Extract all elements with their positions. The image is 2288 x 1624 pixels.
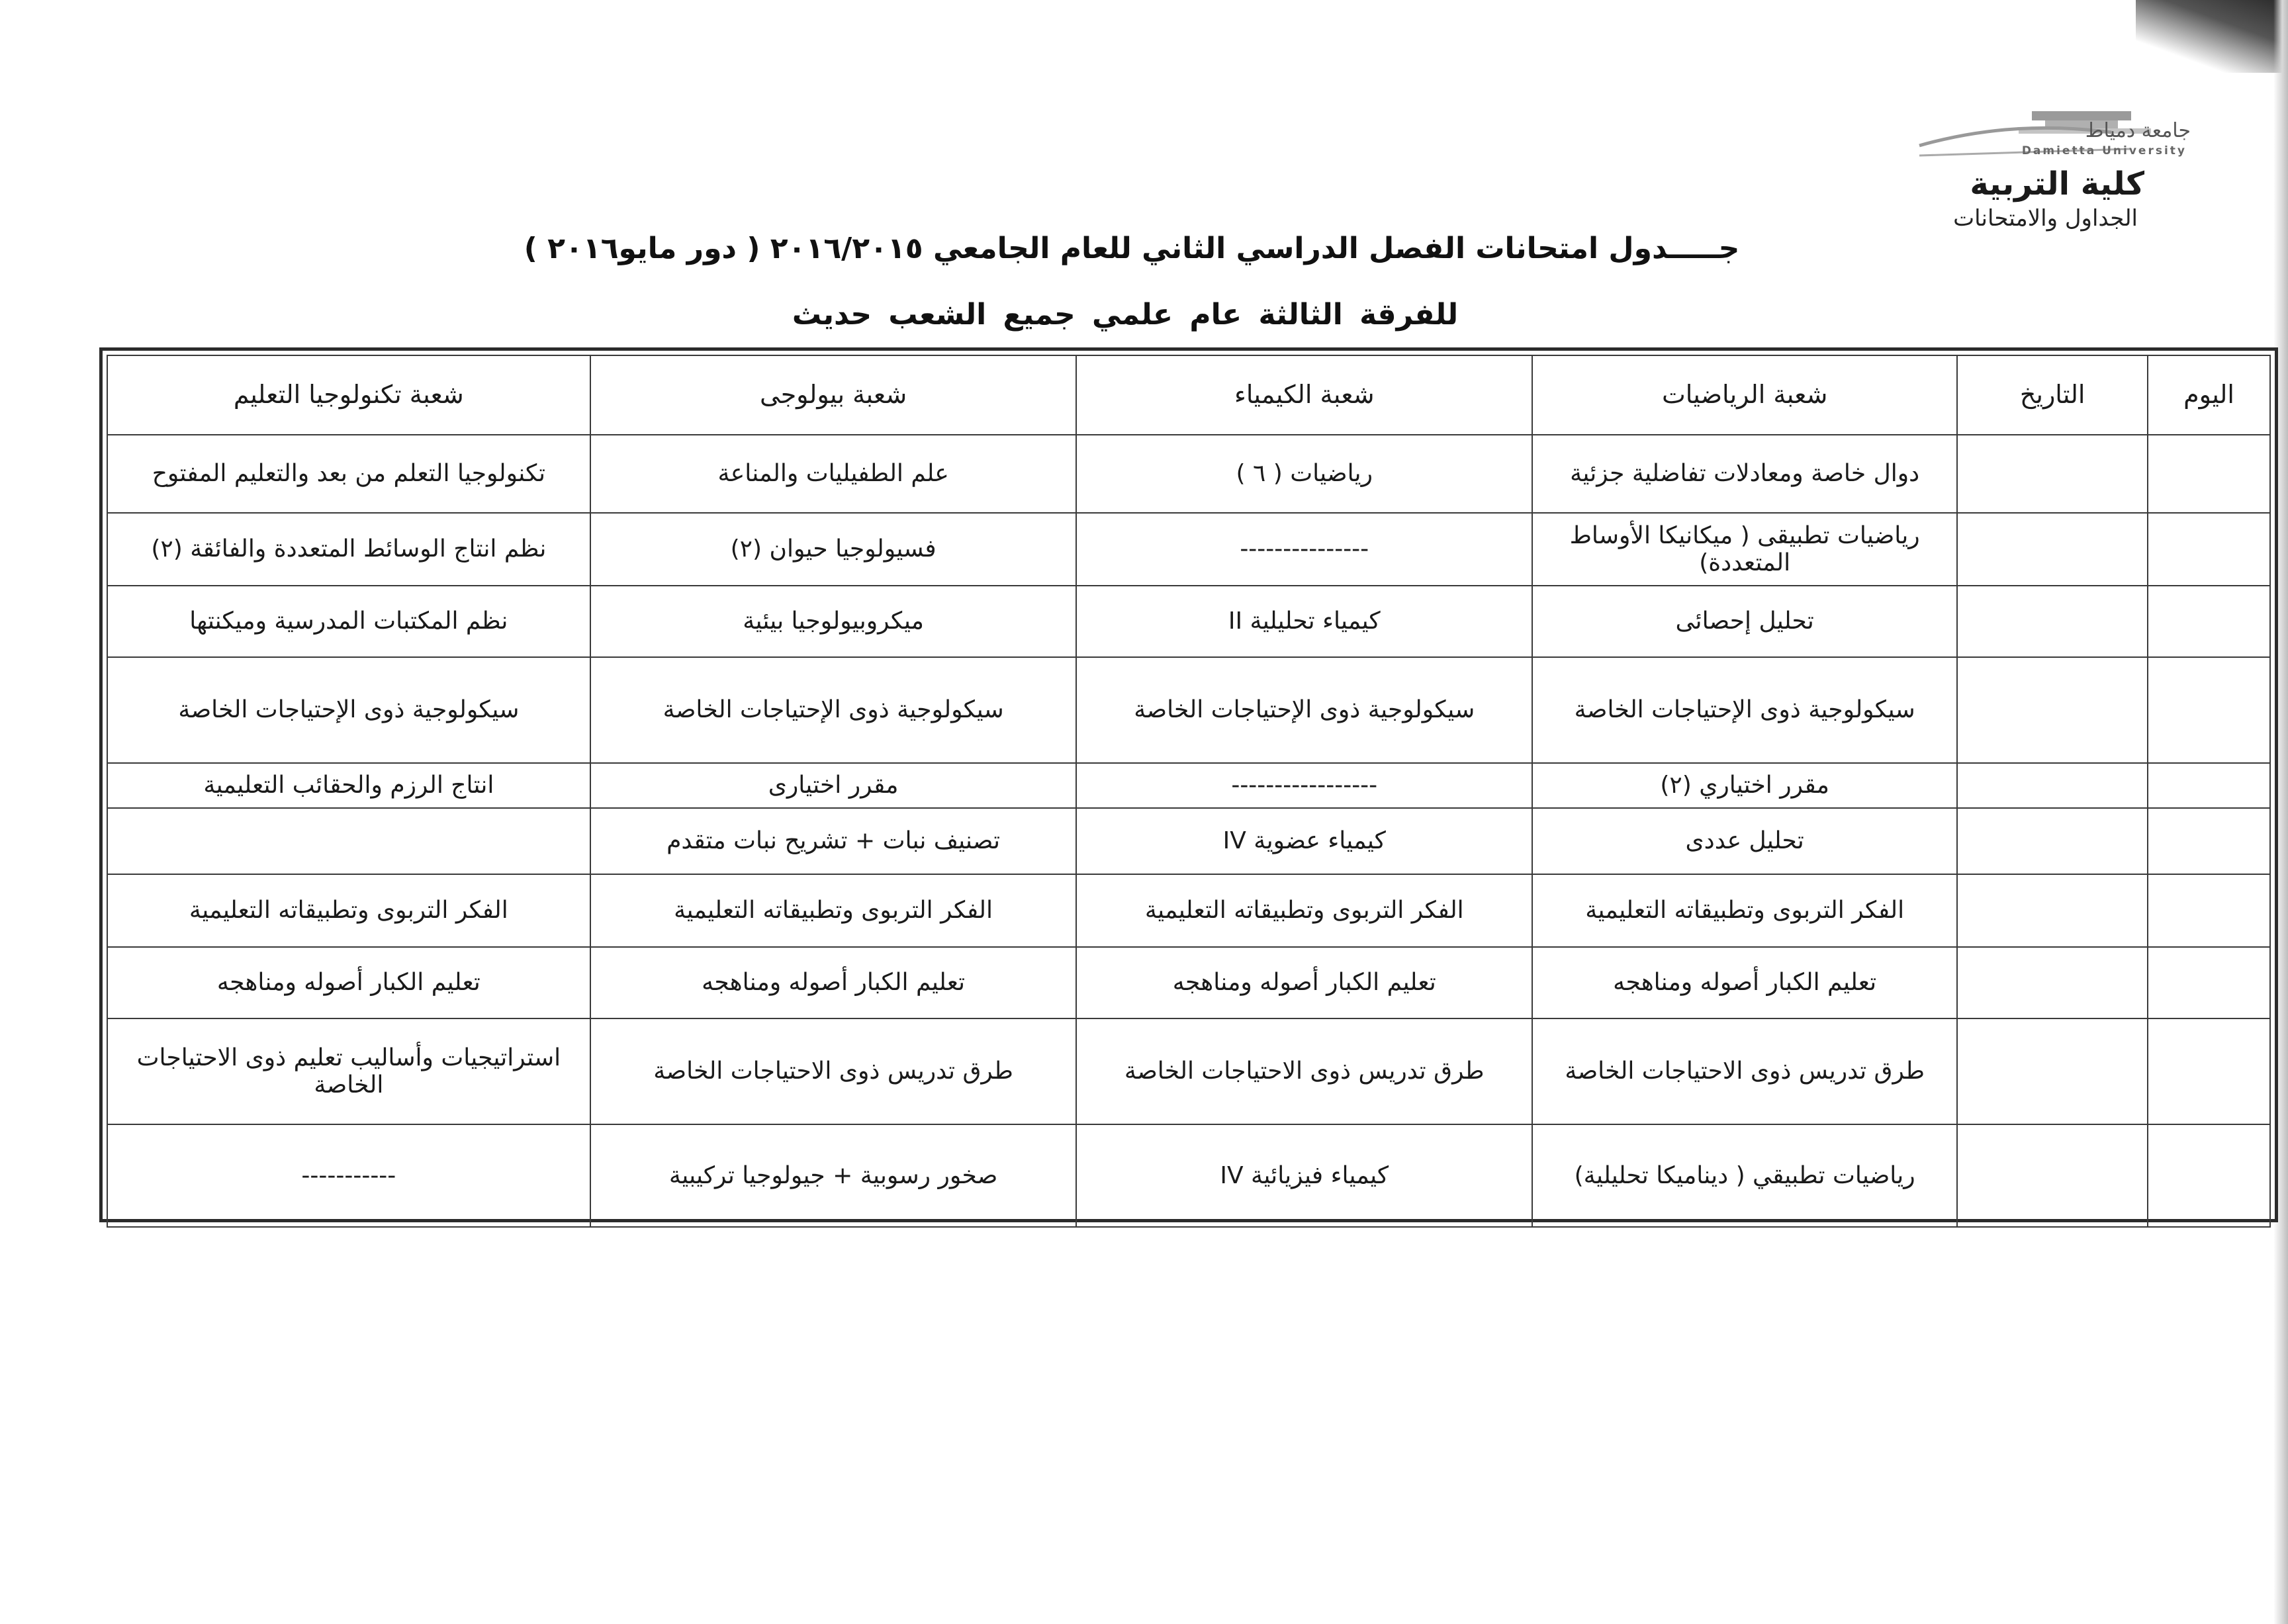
- cell-day: [2148, 435, 2270, 513]
- cell-chemistry: كيمياء عضوية IV: [1076, 808, 1532, 874]
- cell-math: رياضيات تطبيقى ( ميكانيكا الأوساط المتعددة): [1532, 513, 1957, 586]
- cell-date: [1957, 947, 2148, 1018]
- cell-edtech: [107, 808, 590, 874]
- cell-chemistry: الفكر التربوى وتطبيقاته التعليمية: [1076, 874, 1532, 947]
- cell-day: [2148, 657, 2270, 763]
- cell-date: [1957, 808, 2148, 874]
- header-date: التاريخ: [1957, 355, 2148, 435]
- cell-biology: مقرر اختيارى: [590, 763, 1077, 808]
- cell-biology: الفكر التربوى وتطبيقاته التعليمية: [590, 874, 1077, 947]
- cell-math: طرق تدريس ذوى الاحتياجات الخاصة: [1532, 1018, 1957, 1124]
- page-title: جـــــدول امتحانات الفصل الدراسي الثاني للعام الجامعي ٢٠١٦/٢٠١٥ ( دور مايو٢٠١٦ ): [524, 232, 1740, 265]
- cell-edtech: انتاج الرزم والحقائب التعليمية: [107, 763, 590, 808]
- cell-date: [1957, 874, 2148, 947]
- cell-biology: تعليم الكبار أصوله ومناهجه: [590, 947, 1077, 1018]
- cell-biology: طرق تدريس ذوى الاحتياجات الخاصة: [590, 1018, 1077, 1124]
- table-row: [107, 947, 2270, 1018]
- table-row: [107, 1018, 2270, 1124]
- cell-date: [1957, 1124, 2148, 1227]
- logo-arabic-text: جامعة دمياط: [2085, 119, 2191, 142]
- scan-shadow: [2136, 0, 2288, 73]
- cell-biology: تصنيف نبات + تشريح نبات متقدم: [590, 808, 1077, 874]
- faculty-name: كلية التربية: [1970, 165, 2144, 203]
- cell-math: تعليم الكبار أصوله ومناهجه: [1532, 947, 1957, 1018]
- cell-chemistry: كيمياء تحليلية II: [1076, 586, 1532, 657]
- cell-math: مقرر اختياري (٢): [1532, 763, 1957, 808]
- cell-biology: ميكروبيولوجيا بيئية: [590, 586, 1077, 657]
- cell-day: [2148, 513, 2270, 586]
- cell-date: [1957, 657, 2148, 763]
- cell-chemistry: -----------------: [1076, 763, 1532, 808]
- cell-math: الفكر التربوى وتطبيقاته التعليمية: [1532, 874, 1957, 947]
- header-biology: شعبة بيولوجى: [590, 355, 1077, 435]
- cell-chemistry: تعليم الكبار أصوله ومناهجه: [1076, 947, 1532, 1018]
- cell-math: دوال خاصة ومعادلات تفاضلية جزئية: [1532, 435, 1957, 513]
- table-row: [107, 874, 2270, 947]
- cell-day: [2148, 586, 2270, 657]
- cell-math: تحليل عددى: [1532, 808, 1957, 874]
- cell-edtech: نظم المكتبات المدرسية وميكنتها: [107, 586, 590, 657]
- cell-day: [2148, 1124, 2270, 1227]
- cell-biology: صخور رسوبية + جيولوجيا تركيبية: [590, 1124, 1077, 1227]
- cell-edtech: استراتيجيات وأساليب تعليم ذوى الاحتياجات الخاصة: [107, 1018, 590, 1124]
- header-chemistry: شعبة الكيمياء: [1076, 355, 1532, 435]
- cell-math: تحليل إحصائى: [1532, 586, 1957, 657]
- exam-schedule-table: [107, 355, 2271, 1228]
- cell-math: سيكولوجية ذوى الإحتياجات الخاصة: [1532, 657, 1957, 763]
- cell-edtech: سيكولوجية ذوى الإحتياجات الخاصة: [107, 657, 590, 763]
- department-name: الجداول والامتحانات: [1953, 205, 2138, 232]
- cell-edtech: نظم انتاج الوسائط المتعددة والفائقة (٢): [107, 513, 590, 586]
- table-row: [107, 1124, 2270, 1227]
- cell-chemistry: سيكولوجية ذوى الإحتياجات الخاصة: [1076, 657, 1532, 763]
- table-row: [107, 586, 2270, 657]
- logo-english-text: Damietta University: [2021, 144, 2187, 158]
- table-row: [107, 657, 2270, 763]
- cell-date: [1957, 586, 2148, 657]
- table-row: [107, 513, 2270, 586]
- cell-day: [2148, 947, 2270, 1018]
- table-row: [107, 435, 2270, 513]
- cell-chemistry: ---------------: [1076, 513, 1532, 586]
- table-row: [107, 763, 2270, 808]
- cell-date: [1957, 513, 2148, 586]
- cell-biology: علم الطفيليات والمناعة: [590, 435, 1077, 513]
- header-math: شعبة الرياضيات: [1532, 355, 1957, 435]
- header-day: اليوم: [2148, 355, 2270, 435]
- cell-day: [2148, 1018, 2270, 1124]
- cell-biology: سيكولوجية ذوى الإحتياجات الخاصة: [590, 657, 1077, 763]
- cell-edtech: تعليم الكبار أصوله ومناهجه: [107, 947, 590, 1018]
- cell-date: [1957, 435, 2148, 513]
- cell-chemistry: رياضيات ( ٦ ): [1076, 435, 1532, 513]
- cell-edtech: الفكر التربوى وتطبيقاته التعليمية: [107, 874, 590, 947]
- header-edtech: شعبة تكنولوجيا التعليم: [107, 355, 590, 435]
- page-subtitle: للفرقة الثالثة عام علمي جميع الشعب حديث: [792, 298, 1459, 332]
- exam-schedule-frame: [99, 347, 2278, 1222]
- cell-day: [2148, 763, 2270, 808]
- cell-date: [1957, 1018, 2148, 1124]
- cell-edtech: -----------: [107, 1124, 590, 1227]
- cell-biology: فسيولوجيا حيوان (٢): [590, 513, 1077, 586]
- table-row: [107, 808, 2270, 874]
- cell-chemistry: كيمياء فيزيائية IV: [1076, 1124, 1532, 1227]
- cell-edtech: تكنولوجيا التعلم من بعد والتعليم المفتوح: [107, 435, 590, 513]
- cell-math: رياضيات تطبيقي ( ديناميكا تحليلية): [1532, 1124, 1957, 1227]
- cell-day: [2148, 808, 2270, 874]
- table-header-row: [107, 355, 2270, 435]
- cell-chemistry: طرق تدريس ذوى الاحتياجات الخاصة: [1076, 1018, 1532, 1124]
- cell-date: [1957, 763, 2148, 808]
- cell-day: [2148, 874, 2270, 947]
